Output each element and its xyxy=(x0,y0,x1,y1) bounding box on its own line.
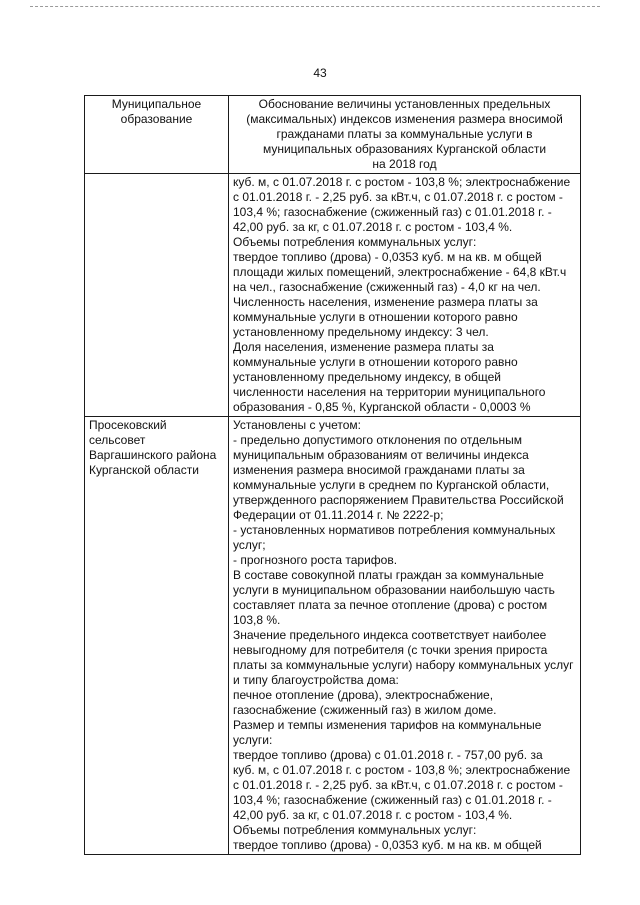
text-line: с 01.01.2018 г. - 2,25 руб. за кВт.ч, с 01.07.2018 г. с ростом - xyxy=(233,778,563,792)
municipality-line: Просековский xyxy=(89,418,167,432)
text-line: Доля населения, изменение размера платы за xyxy=(233,340,494,354)
table-row xyxy=(85,174,581,417)
row2-justification-cell xyxy=(229,417,581,855)
header-municipality xyxy=(85,96,229,174)
municipality-line: Курганской области xyxy=(89,463,199,477)
scan-artifact-line xyxy=(30,6,600,8)
text-line: образования - 0,85 %, Курганской области - 0,0003 % xyxy=(233,400,531,414)
text-line: платы за коммунальные услуги) набору коммунальных услуг xyxy=(233,658,574,672)
header-line: гражданами платы за коммунальные услуги в xyxy=(276,127,533,141)
text-line: 42,00 руб. за кг, с 01.07.2018 г. с ростом - 103,4 %. xyxy=(233,220,513,234)
text-line: на чел., газоснабжение (сжиженный газ) - 4,0 кг на чел. xyxy=(233,280,541,294)
text-line: твердое топливо (дрова) - 0,0353 куб. м на кв. м общей xyxy=(233,250,542,264)
text-line: куб. м, с 01.07.2018 г. с ростом - 103,8 %; электроснабжение xyxy=(233,175,571,189)
text-line: В составе совокупной платы граждан за коммунальные xyxy=(233,568,544,582)
text-line: 103,4 %; газоснабжение (сжиженный газ) с 01.01.2018 г. - xyxy=(233,205,552,219)
text-line: муниципальным образованиям от величины индекса xyxy=(233,448,529,462)
text-line: 103,8 %. xyxy=(233,613,281,627)
text-line: коммунальные услуги в отношении которого равно xyxy=(233,310,518,324)
text-line: твердое топливо (дрова) - 0,0353 куб. м на кв. м общей xyxy=(233,838,542,852)
header-line: муниципальных образованиях Курганской области xyxy=(262,142,547,156)
text-line: с 01.01.2018 г. - 2,25 руб. за кВт.ч, с 01.07.2018 г. с ростом - xyxy=(233,190,563,204)
text-line: численности населения на территории муниципального xyxy=(233,385,546,399)
text-line: куб. м, с 01.07.2018 г. с ростом - 103,8 %; электроснабжение xyxy=(233,763,571,777)
header-line: Муниципальное xyxy=(111,97,202,111)
row1-justification-cell xyxy=(229,174,581,417)
text-line: Федерации от 01.11.2014 г. № 2222-р; xyxy=(233,508,444,522)
header-line: на 2018 год xyxy=(372,157,437,171)
municipality-line: Варгашинского района xyxy=(89,448,217,462)
text-line: услуг; xyxy=(233,538,266,552)
text-line: 42,00 руб. за кг, с 01.07.2018 г. с ростом - 103,4 %. xyxy=(233,808,513,822)
text-line: Объемы потребления коммунальных услуг: xyxy=(233,823,477,837)
text-line: 103,4 %; газоснабжение (сжиженный газ) с 01.01.2018 г. - xyxy=(233,793,552,807)
table-header-row xyxy=(85,96,581,174)
text-line: Объемы потребления коммунальных услуг: xyxy=(233,235,477,249)
municipality-line: сельсовет xyxy=(89,433,146,447)
text-line: установленному предельному индексу, в общей xyxy=(233,370,501,384)
text-line: печное отопление (дрова), электроснабжение, xyxy=(233,688,494,702)
row2-municipality-cell xyxy=(85,417,229,855)
text-line: коммунальные услуги в среднем по Курганской области, xyxy=(233,478,550,492)
text-line: невыгодному для потребителя (с точки зрения прироста xyxy=(233,643,548,657)
header-line: (максимальных) индексов изменения размера вносимой xyxy=(246,112,563,126)
text-line: - установленных нормативов потребления коммунальных xyxy=(233,523,556,537)
text-line: установленному предельному индексу: 3 чел. xyxy=(233,325,489,339)
text-line: твердое топливо (дрова) с 01.01.2018 г. - 757,00 руб. за xyxy=(233,748,543,762)
text-line: и типу благоустройства дома: xyxy=(233,673,399,687)
page-number: 43 xyxy=(313,66,327,80)
text-line: Значение предельного индекса соответствует наиболее xyxy=(233,628,547,642)
table-row xyxy=(85,417,581,855)
header-justification xyxy=(229,96,581,174)
text-line: Установлены с учетом: xyxy=(233,418,361,432)
text-line: услуги: xyxy=(233,733,273,747)
text-line: утвержденного распоряжением Правительства Российской xyxy=(233,493,564,507)
text-line: - предельно допустимого отклонения по отдельным xyxy=(233,433,522,447)
justification-table xyxy=(84,95,581,855)
text-line: изменения размера вносимой гражданами платы за xyxy=(233,463,525,477)
text-line: Численность населения, изменение размера платы за xyxy=(233,295,538,309)
text-line: составляет плата за печное отопление (дрова) с ростом xyxy=(233,598,548,612)
header-line: образование xyxy=(120,112,193,126)
row1-municipality-cell xyxy=(85,174,229,417)
text-line: коммунальные услуги в отношении которого равно xyxy=(233,355,518,369)
text-line: площади жилых помещений, электроснабжение - 64,8 кВт.ч xyxy=(233,265,567,279)
text-line: газоснабжение (сжиженный газ) в жилом доме. xyxy=(233,703,497,717)
header-line: Обоснование величины установленных предельных xyxy=(258,97,551,111)
text-line: Размер и темпы изменения тарифов на коммунальные xyxy=(233,718,542,732)
text-line: услуги в муниципальном образовании наибольшую часть xyxy=(233,583,555,597)
text-line: - прогнозного роста тарифов. xyxy=(233,553,398,567)
